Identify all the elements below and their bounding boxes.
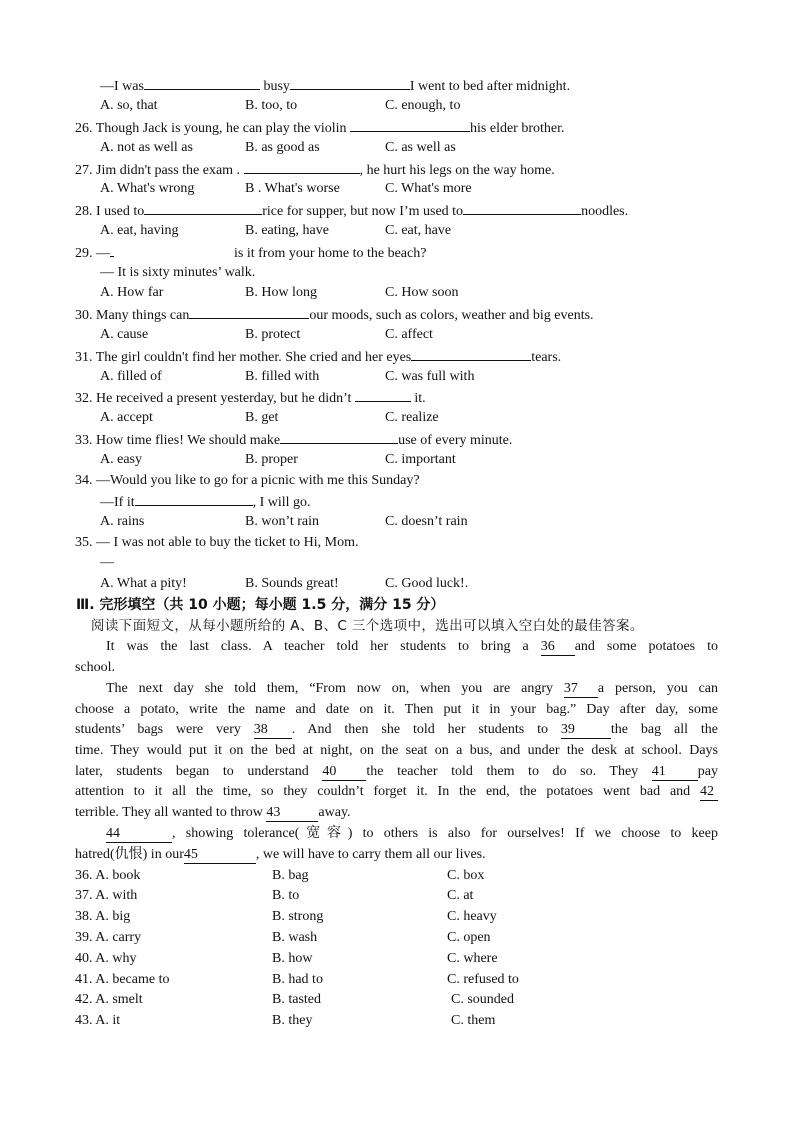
- option-b[interactable]: B. filled with: [245, 369, 320, 384]
- passage-text: The next day she told them, “From now on, when you are angry: [106, 681, 554, 696]
- option-c[interactable]: C. What's more: [385, 181, 472, 196]
- option-a[interactable]: A. cause: [100, 327, 149, 342]
- q25-text: —I was: [100, 79, 144, 94]
- passage-text: and some potatoes to: [574, 639, 718, 654]
- option-a[interactable]: A. so, that: [100, 98, 158, 113]
- option-b[interactable]: B. get: [245, 410, 279, 425]
- answer-blank: [189, 304, 309, 319]
- answer-blank: [144, 75, 260, 90]
- passage-line: [106, 824, 718, 845]
- question-33-stem: [75, 429, 512, 451]
- passage-text: , showing tolerance(宽容) to others is also for ourselves! If we choose to keep: [172, 826, 718, 841]
- question-35-reply: —: [100, 555, 114, 570]
- option-c[interactable]: C. affect: [385, 327, 433, 342]
- question-27-stem: [75, 159, 555, 181]
- option-a[interactable]: A. What's wrong: [100, 181, 195, 196]
- question-29-reply: — It is sixty minutes’ walk.: [100, 265, 256, 280]
- answer-blank: [135, 491, 253, 506]
- option-a[interactable]: A. accept: [100, 410, 153, 425]
- option-b[interactable]: B. won’t rain: [245, 514, 320, 529]
- q32-text: 32. He received a present yesterday, but he didn’t: [75, 391, 355, 406]
- passage-line: school.: [75, 660, 116, 675]
- blank-37: 37: [564, 681, 598, 698]
- answer-blank: [355, 387, 411, 402]
- answer-blank: [144, 200, 262, 215]
- option-b[interactable]: B. had to: [272, 972, 323, 987]
- question-32-stem: [75, 387, 426, 409]
- blank-36: 36: [541, 639, 575, 656]
- q28-text: 28. I used to: [75, 204, 145, 219]
- passage-text: students’ bags were very: [75, 722, 241, 737]
- passage-line: [75, 762, 718, 783]
- passage-line: [106, 637, 718, 658]
- blank-41: 41: [652, 764, 698, 781]
- passage-line: [106, 679, 718, 700]
- q27-text: 27. Jim didn't pass the exam .: [75, 163, 244, 178]
- option-a[interactable]: A. filled of: [100, 369, 162, 384]
- option-c[interactable]: C. as well as: [385, 140, 456, 155]
- answer-blank: [290, 75, 410, 90]
- blank-43: 43: [266, 805, 318, 822]
- option-a[interactable]: 39. A. carry: [75, 930, 142, 945]
- option-b[interactable]: B. eating, have: [245, 223, 329, 238]
- option-b[interactable]: B . What's worse: [245, 181, 340, 196]
- option-c[interactable]: C. How soon: [385, 285, 459, 300]
- question-26-stem: [75, 117, 565, 139]
- q31-text: tears.: [531, 350, 562, 365]
- passage-text: It was the last class. A teacher told her students to bring a: [106, 639, 529, 654]
- passage-text: pay: [697, 764, 718, 779]
- section-instruction: 阅读下面短文，从每小题所给的 A、B、C 三个选项中，选出可以填入空白处的最佳答案。: [91, 618, 644, 634]
- passage-text: . And then she told her students to: [291, 722, 549, 737]
- option-c[interactable]: C. eat, have: [385, 223, 452, 238]
- option-c[interactable]: C. them: [451, 1013, 496, 1028]
- option-b[interactable]: B. to: [272, 888, 300, 903]
- passage-text: attention to it all the time, so they couldn’t forget it. In the end, the potatoes went bad and: [75, 784, 691, 799]
- passage-line: [75, 720, 718, 741]
- option-b[interactable]: B. bag: [272, 868, 309, 883]
- q30-text: our moods, such as colors, weather and big events.: [309, 308, 594, 323]
- section-title: Ⅲ. 完形填空（共 10 小题；每小题 1.5 分，满分 15 分）: [76, 597, 445, 613]
- option-c[interactable]: C. realize: [385, 410, 439, 425]
- option-a[interactable]: 43. A. it: [75, 1013, 121, 1028]
- option-b[interactable]: B. strong: [272, 909, 324, 924]
- q25-text: busy: [259, 79, 290, 94]
- option-a[interactable]: 37. A. with: [75, 888, 138, 903]
- option-b[interactable]: B. proper: [245, 452, 298, 467]
- passage-text: the bag all the: [610, 722, 718, 737]
- q26-text: his elder brother.: [470, 121, 565, 136]
- q27-text: , he hurt his legs on the way home.: [359, 163, 555, 178]
- option-a[interactable]: 40. A. why: [75, 951, 137, 966]
- answer-blank: [110, 242, 114, 257]
- option-a[interactable]: A. rains: [100, 514, 145, 529]
- option-c[interactable]: C. Good luck!.: [385, 576, 469, 591]
- q29-text: is it from your home to the beach?: [234, 246, 427, 261]
- option-b[interactable]: B. too, to: [245, 98, 298, 113]
- q32-text: it.: [410, 391, 426, 406]
- blank-38: 38: [254, 722, 292, 739]
- option-c[interactable]: C. important: [385, 452, 456, 467]
- option-a[interactable]: 36. A. book: [75, 868, 141, 883]
- answer-blank: [244, 159, 360, 174]
- option-b[interactable]: B. How long: [245, 285, 317, 300]
- option-c[interactable]: C. heavy: [447, 909, 497, 924]
- passage-text: , we will have to carry them all our lives.: [255, 847, 486, 862]
- answer-blank: [463, 200, 581, 215]
- question-30-stem: [75, 304, 594, 326]
- option-a[interactable]: 38. A. big: [75, 909, 131, 924]
- q34-text: , I will go.: [252, 495, 311, 510]
- option-a[interactable]: 42. A. smelt: [75, 992, 143, 1007]
- passage-text: terrible. They all wanted to throw: [75, 805, 263, 820]
- passage-line: [75, 845, 718, 866]
- question-25-stem: [100, 75, 570, 97]
- blank-44: 44: [106, 826, 172, 843]
- option-b[interactable]: B. tasted: [272, 992, 321, 1007]
- option-c[interactable]: C. sounded: [451, 992, 514, 1007]
- blank-45: 45: [184, 847, 256, 864]
- question-35-stem: 35. — I was not able to buy the ticket to Hi, Mom.: [75, 535, 359, 550]
- question-31-stem: [75, 346, 561, 368]
- passage-text: away.: [318, 805, 351, 820]
- option-a[interactable]: A. eat, having: [100, 223, 179, 238]
- answer-blank: [280, 429, 398, 444]
- passage-text: hatred(仇恨) in our: [75, 847, 184, 862]
- question-34-stem: 34. —Would you like to go for a picnic with me this Sunday?: [75, 473, 420, 488]
- q33-text: use of every minute.: [398, 433, 513, 448]
- option-c[interactable]: C. where: [447, 951, 498, 966]
- passage-text: later, students began to understand: [75, 764, 309, 779]
- option-a[interactable]: A. What a pity!: [100, 576, 187, 591]
- option-c[interactable]: C. enough, to: [385, 98, 461, 113]
- option-c[interactable]: C. refused to: [447, 972, 519, 987]
- q33-text: 33. How time flies! We should make: [75, 433, 281, 448]
- option-b[interactable]: B. as good as: [245, 140, 320, 155]
- passage-line: time. They would put it on the bed at night, on the seat on a bus, and under the desk at school. Days: [75, 743, 718, 758]
- q29-text: 29. —: [75, 246, 110, 261]
- passage-text: the teacher told them to do so. They: [366, 764, 639, 779]
- passage-line: [75, 782, 718, 803]
- q26-text: 26. Though Jack is young, he can play the violin: [75, 121, 351, 136]
- passage-text: a person, you can: [597, 681, 719, 696]
- q31-text: 31. The girl couldn't find her mother. She cried and her eyes: [75, 350, 412, 365]
- question-34-reply: [100, 491, 311, 513]
- option-c[interactable]: C. at: [447, 888, 474, 903]
- option-b[interactable]: B. wash: [272, 930, 318, 945]
- option-b[interactable]: B. protect: [245, 327, 301, 342]
- option-b[interactable]: B. how: [272, 951, 313, 966]
- option-c[interactable]: C. open: [447, 930, 491, 945]
- q34-text: —If it: [100, 495, 135, 510]
- option-a[interactable]: A. not as well as: [100, 140, 193, 155]
- q25-text: I went to bed after midnight.: [409, 79, 571, 94]
- q30-text: 30. Many things can: [75, 308, 190, 323]
- option-a[interactable]: A. easy: [100, 452, 142, 467]
- answer-blank: [411, 346, 531, 361]
- option-b[interactable]: B. Sounds great!: [245, 576, 339, 591]
- blank-39: 39: [561, 722, 611, 739]
- option-c[interactable]: C. box: [447, 868, 485, 883]
- option-a[interactable]: 41. A. became to: [75, 972, 170, 987]
- option-c[interactable]: C. doesn’t rain: [385, 514, 468, 529]
- option-b[interactable]: B. they: [272, 1013, 313, 1028]
- passage-line: choose a potato, write the name and date on it. Then put it in your bag.” Day after day, some: [75, 702, 718, 717]
- question-29-stem: [75, 242, 426, 264]
- option-a[interactable]: A. How far: [100, 285, 164, 300]
- answer-blank: [350, 117, 470, 132]
- passage-line: [75, 803, 718, 824]
- blank-40: 40: [322, 764, 366, 781]
- q28-text: noodles.: [581, 204, 629, 219]
- q28-text: rice for supper, but now I’m used to: [262, 204, 464, 219]
- question-28-stem: [75, 200, 628, 222]
- option-c[interactable]: C. was full with: [385, 369, 475, 384]
- blank-42: 42: [700, 784, 718, 801]
